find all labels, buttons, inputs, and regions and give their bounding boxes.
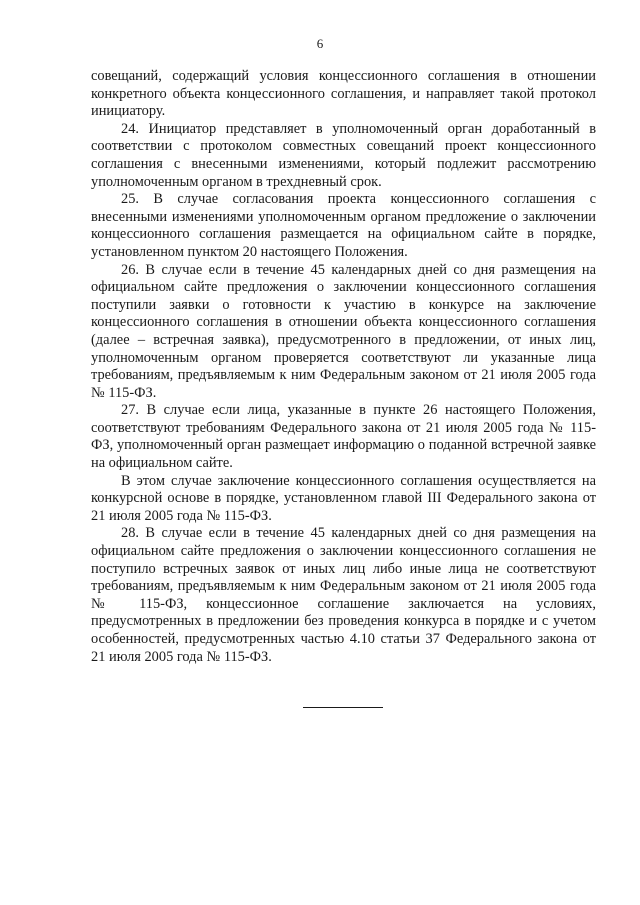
paragraph-23-continuation: совещаний, содержащий условия концессионного соглашения в отношении конкретного объекта концессионного соглашения, и направляет такой протокол инициатору. <box>91 68 596 120</box>
paragraph-26: 26. В случае если в течение 45 календарных дней со дня размещения на официальном сайте предложения о заключении концессионного соглашения поступили заявки о готовности к участию в конкурсе на заключение концессионного соглашения в отношении объекта концессионного соглашения (далее – встречная заявка), предусмотренного в предложении, от иных лиц, уполномоченным органом проверяется соответствуют ли указанные лица требованиям, предъявляемым к ним Федеральным законом от 21 июля 2005 года № 115-ФЗ. <box>91 261 596 401</box>
paragraph-27: 27. В случае если лица, указанные в пункте 26 настоящего Положения, соответствуют требованиям Федерального закона от 21 июля 2005 года № 115-ФЗ, уполномоченный орган размещает информацию о поданной встречной заявке на официальном сайте. <box>91 402 596 472</box>
page-number: 6 <box>316 36 324 51</box>
document-body <box>91 68 596 666</box>
paragraph-24: 24. Инициатор представляет в уполномоченный орган доработанный в соответствии с протоколом совместных совещаний проект концессионного соглашения с внесенными изменениями, который подлежит рассмотрению уполномоченным органом в трехдневный срок. <box>91 120 596 190</box>
end-of-document-rule <box>303 707 383 708</box>
paragraph-27-note: В этом случае заключение концессионного соглашения осуществляется на конкурсной основе в порядке, установленном главой III Федерального закона от 21 июля 2005 года № 115-ФЗ. <box>91 472 596 524</box>
paragraph-25: 25. В случае согласования проекта концессионного соглашения с внесенными изменениями уполномоченным органом предложение о заключении концессионного соглашения размещается на официальном сайте в порядке, установленном пунктом 20 настоящего Положения. <box>91 191 596 260</box>
paragraph-28: 28. В случае если в течение 45 календарных дней со дня размещения на официальном сайте предложения о заключении концессионного соглашения не поступило встречных заявок от иных лиц либо иные лица не соответствуют требованиям, предъявляемым к ним Федеральным законом от 21 июля 2005 года № 115-ФЗ, концессионное соглашение заключается на условиях, предусмотренных в предложении без проведения конкурса в порядке и с учетом особенностей, предусмотренных частью 4.10 статьи 37 Федерального закона от 21 июля 2005 года № 115-ФЗ. <box>91 525 596 665</box>
